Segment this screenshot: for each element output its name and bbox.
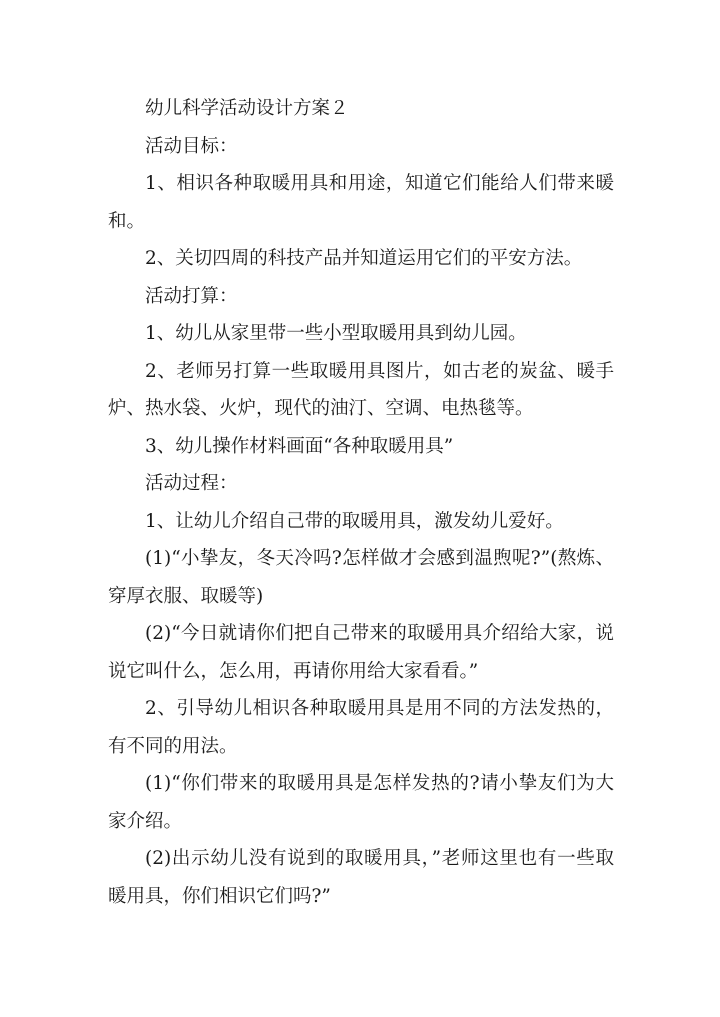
document-body bbox=[108, 90, 614, 915]
section-heading-process: 活动过程： bbox=[145, 473, 238, 494]
paragraph-process-1-sub-2: (2)“今日就请你们把自己带来的取暖用具介绍给大家，说说它叫什么，怎么用，再请你用给大家看看。” bbox=[108, 623, 614, 682]
paragraph-goal-1: 1、相识各种取暖用具和用途，知道它们能给人们带来暖和。 bbox=[108, 173, 614, 232]
paragraph-process-2-sub-2: (2)出示幼儿没有说到的取暖用具，”老师这里也有一些取暖用具，你们相识它们吗?” bbox=[108, 848, 614, 907]
paragraph-preparation-3: 3、幼儿操作材料画面“各种取暖用具” bbox=[145, 435, 454, 457]
paragraph-goal-2: 2、关切四周的科技产品并知道运用它们的平安方法。 bbox=[145, 248, 583, 269]
document-title: 幼儿科学活动设计方案２ bbox=[145, 98, 349, 119]
paragraph-process-2-sub-1: (1)“你们带来的取暖用具是怎样发热的?请小挚友们为大家介绍。 bbox=[108, 773, 614, 832]
paragraph-process-1-sub-1: (1)“小挚友，冬天冷吗?怎样做才会感到温煦呢?”(熬炼、穿厚衣服、取暖等) bbox=[108, 548, 614, 607]
paragraph-preparation-2: 2、老师另打算一些取暖用具图片，如古老的炭盆、暖手炉、热水袋、火炉，现代的油汀、空调、电热毯等。 bbox=[108, 360, 614, 419]
paragraph-process-2: 2、引导幼儿相识各种取暖用具是用不同的方法发热的，有不同的用法。 bbox=[108, 698, 614, 757]
paragraph-preparation-1: 1、幼儿从家里带一些小型取暖用具到幼儿园。 bbox=[145, 323, 527, 344]
section-heading-goals: 活动目标： bbox=[145, 135, 238, 157]
paragraph-process-1: 1、让幼儿介绍自己带的取暖用具，激发幼儿爱好。 bbox=[145, 510, 564, 532]
section-heading-preparation: 活动打算： bbox=[145, 285, 238, 307]
